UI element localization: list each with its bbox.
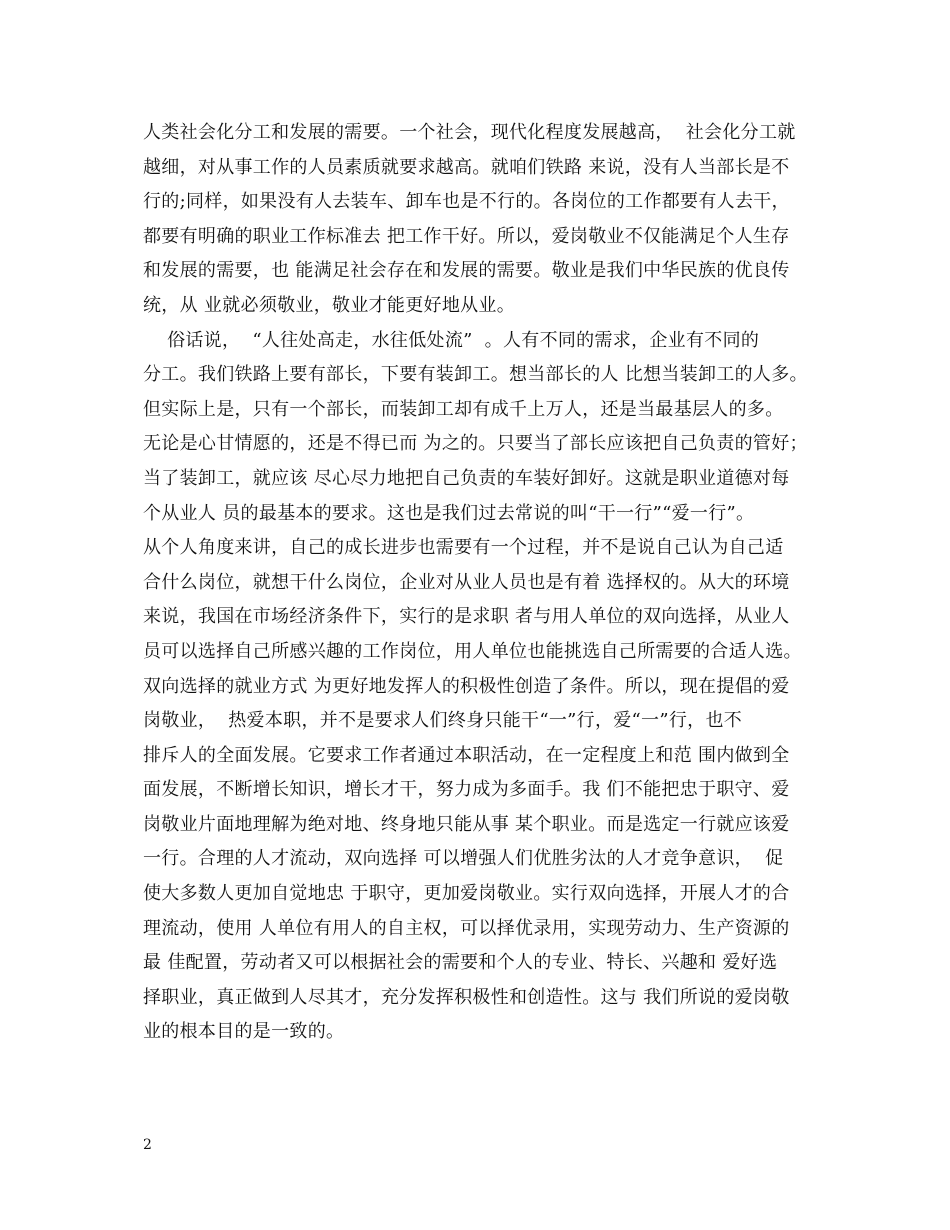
text-line: 岗敬业， 热爱本职，并不是要求人们终身只能干“一”行，爱“一”行，也不 xyxy=(143,710,743,732)
text-line: 一行。合理的人才流动，双向选择 可以增强人们优胜劣汰的人才竞争意识， 促 xyxy=(143,848,784,870)
text-line: 个从业人 员的最基本的要求。这也是我们过去常说的叫“干一行”“爱一行”。 xyxy=(143,502,755,524)
text-line: 双向选择的就业方式 为更好地发挥人的积极性创造了条件。所以，现在提倡的爱 xyxy=(143,675,790,697)
text-line: 最 佳配置，劳动者又可以根据社会的需要和个人的专业、特长、兴趣和 爱好选 xyxy=(143,952,778,974)
text-line: 统，从 业就必须敬业，敬业才能更好地从业。 xyxy=(143,294,516,316)
text-line: 从个人角度来讲，自己的成长进步也需要有一个过程，并不是说自己认为自己适 xyxy=(143,537,784,559)
text-line: 当了装卸工，就应该 尽心尽力地把自己负责的车装好卸好。这就是职业道德对每 xyxy=(143,467,790,489)
text-line: 择职业，真正做到人尽其才，充分发挥积极性和创造性。这与 我们所说的爱岗敬 xyxy=(143,986,790,1008)
text-line: 人类社会化分工和发展的需要。一个社会，现代化程度发展越高， 社会化分工就 xyxy=(143,122,796,143)
text-line: 使大多数人更加自觉地忠 于职守，更加爱岗敬业。实行双向选择，开展人才的合 xyxy=(143,883,790,905)
text-line: 排斥人的全面发展。它要求工作者通过本职活动，在一定程度上和范 围内做到全 xyxy=(143,744,790,766)
text-line: 分工。我们铁路上要有部长，下要有装卸工。想当部长的人 比想当装卸工的人多。 xyxy=(143,364,808,386)
text-line: 越细，对从事工作的人员素质就要求越高。就咱们铁路 来说，没有人当部长是不 xyxy=(143,156,790,178)
text-line: 理流动，使用 人单位有用人的自主权，可以择优录用，实现劳动力、生产资源的 xyxy=(143,917,790,939)
page-number: 2 xyxy=(143,1137,152,1153)
text-line: 行的;同样，如果没有人去装车、卸车也是不行的。各岗位的工作都要有人去干， xyxy=(143,191,790,213)
text-line: 都要有明确的职业工作标准去 把工作干好。所以，爱岗敬业不仅能满足个人生存 xyxy=(143,225,790,247)
text-line: 面发展，不断增长知识，增长才干，努力成为多面手。我 们不能把忠于职守、爱 xyxy=(143,779,790,801)
text-line: 和发展的需要，也 能满足社会存在和发展的需要。敬业是我们中华民族的优良传 xyxy=(143,260,790,282)
text-line: 合什么岗位，就想干什么岗位，企业对从业人员也是有着 选择权的。从大的环境 xyxy=(143,571,790,593)
text-line: 无论是心甘情愿的，还是不得已而 为之的。只要当了部长应该把自己负责的管好； xyxy=(143,433,808,455)
body-text xyxy=(143,116,823,1050)
text-line: 俗话说， “人往处高走，水往低处流” 。人有不同的需求，企业有不同的 xyxy=(143,329,760,351)
text-line: 岗敬业片面地理解为绝对地、终身地只能从事 某个职业。而是选定一行就应该爱 xyxy=(143,813,790,835)
text-line: 业的根本目的是一致的。 xyxy=(143,1021,345,1043)
text-line: 但实际上是，只有一个部长，而装卸工却有成千上万人，还是当最基层人的多。 xyxy=(143,398,784,420)
text-line: 员可以选择自己所感兴趣的工作岗位，用人单位也能挑选自己所需要的合适人选。 xyxy=(143,640,802,662)
text-line: 来说，我国在市场经济条件下，实行的是求职 者与用人单位的双向选择，从业人 xyxy=(143,606,790,628)
